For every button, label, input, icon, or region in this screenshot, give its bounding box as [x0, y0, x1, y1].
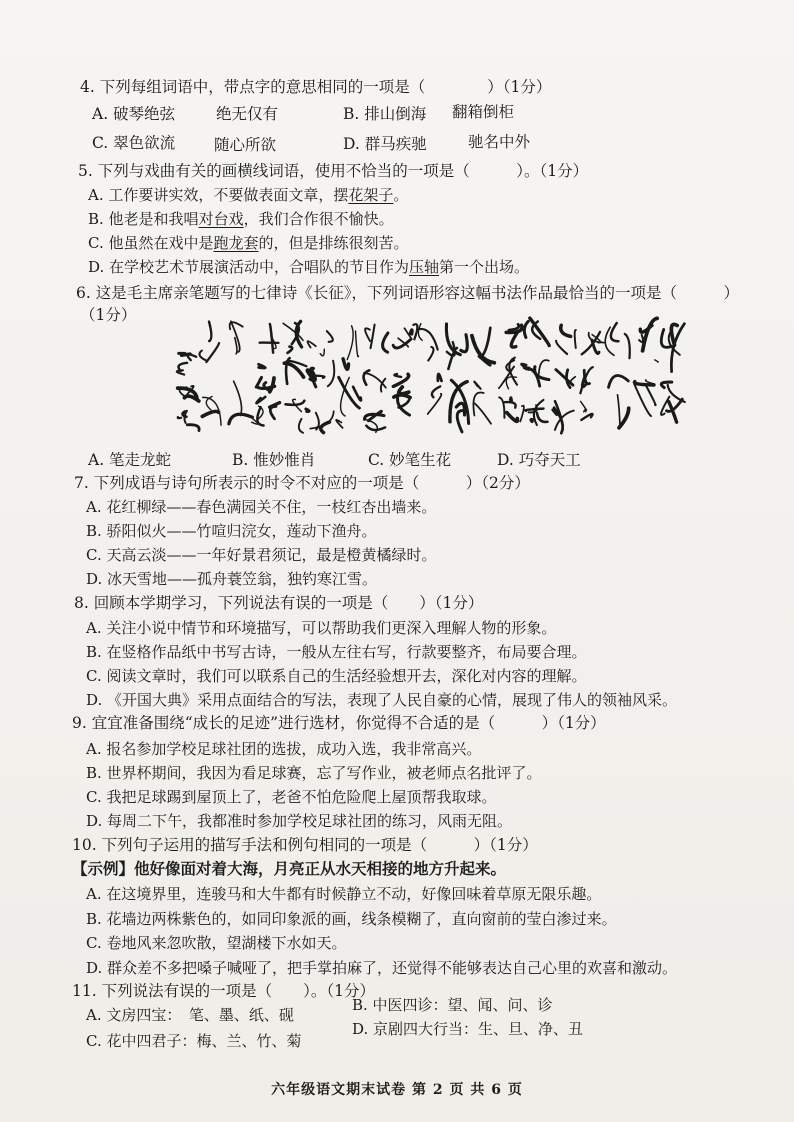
brush-stroke — [336, 420, 342, 428]
brush-stroke — [178, 417, 181, 418]
brush-stroke — [365, 328, 370, 341]
brush-stroke — [655, 360, 658, 362]
q7-option-d: D. 冰天雪地——孤舟蓑笠翁，独钓寒江雪。 — [86, 570, 378, 588]
brush-stroke — [320, 349, 324, 356]
brush-stroke — [524, 321, 528, 337]
q8-option-d: D. 《开国大典》采用点面结合的写法，表现了人民自豪的心情，展现了伟人的领袖风采。 — [86, 691, 678, 709]
q4-option-c-word2: 随心所欲 — [214, 136, 277, 154]
brush-stroke — [366, 426, 385, 430]
brush-stroke — [383, 333, 388, 352]
brush-stroke — [299, 419, 303, 433]
brush-stroke — [609, 376, 629, 388]
q9-option-c: C. 我把足球踢到屋顶上了，老爸不怕危险爬上屋顶帮我取球。 — [86, 788, 497, 806]
underlined-term: 跑龙套 — [213, 234, 259, 252]
q6-option-b: B. 惟妙惟肖 — [232, 451, 316, 469]
brush-stroke — [671, 324, 684, 372]
brush-stroke — [209, 322, 211, 342]
brush-stroke — [310, 411, 333, 428]
q7-option-a: A. 花红柳绿——春色满园关不住，一枝红杏出墙来。 — [86, 498, 437, 516]
brush-stroke — [327, 331, 333, 342]
q5-option-d: D. 在学校艺术节展演活动中，合唱队的节目作为压轴第一个出场。 — [88, 258, 530, 276]
q11-option-d: D. 京剧四大行当：生、旦、净、丑 — [352, 1020, 584, 1038]
brush-stroke — [474, 382, 480, 389]
q5-option-a: A. 工作要讲实效，不要做表面文章，摆花架子。 — [88, 186, 409, 204]
q5-option-c: C. 他虽然在戏中是跑龙套的，但是排练很刻苦。 — [88, 234, 409, 252]
brush-stroke — [187, 425, 199, 431]
q11-option-a: A. 文房四宝： 笔、墨、纸、砚 — [86, 1006, 294, 1024]
q8-option-b: B. 在竖格作品纸中书写古诗，一般从左往右写，行款要整齐，布局要合理。 — [86, 643, 587, 661]
brush-stroke — [581, 401, 587, 410]
q4-option-a-word2: 绝无仅有 — [216, 105, 279, 123]
brush-stroke — [645, 384, 655, 405]
brush-stroke — [428, 347, 433, 361]
q4-option-b: B. 排山倒海 — [343, 105, 427, 123]
brush-stroke — [259, 364, 266, 368]
q6-stem: 6. 这是毛主席亲笔题写的七律诗《长征》，下列词语形容这幅书法作品最恰当的一项是（ ） — [76, 284, 739, 302]
brush-stroke — [306, 409, 309, 411]
q6-score: （1分） — [80, 306, 137, 324]
brush-stroke — [438, 374, 442, 381]
brush-stroke — [230, 322, 243, 329]
brush-stroke — [581, 414, 592, 420]
brush-stroke — [561, 325, 571, 336]
q8-stem: 8. 回顾本学期学习，下列说法有误的一项是（ ）（1分） — [74, 594, 484, 612]
q4-option-d: D. 群马疾驰 — [343, 135, 427, 153]
brush-stroke — [343, 359, 348, 370]
q10-option-d: D. 群众差不多把嗓子喊哑了，把手掌拍麻了，还觉得不能够表达自己心里的欢喜和激动。 — [86, 959, 678, 977]
q7-option-b: B. 骄阳似火——竹喧归浣女，莲动下渔舟。 — [86, 522, 377, 540]
calligraphy-image — [160, 312, 700, 440]
brush-stroke — [611, 323, 619, 341]
brush-stroke — [394, 395, 410, 398]
underlined-term: 花架子 — [348, 186, 394, 204]
brush-stroke — [582, 332, 600, 354]
q10-option-a: A. 在这境界里，连骏马和大牛都有时候静立不动，好像回味着草原无限乐趣。 — [86, 885, 602, 903]
brush-stroke — [507, 413, 518, 422]
brush-stroke — [504, 402, 515, 408]
q10-example: 【示例】他好像面对着大海，月亮正从水天相接的地方升起来。 — [72, 859, 507, 878]
brush-stroke — [418, 324, 422, 341]
brush-stroke — [639, 335, 643, 342]
brush-stroke — [286, 401, 305, 405]
brush-stroke — [399, 387, 409, 394]
q10-option-b: B. 花墙边两株紫色的，如同印象派的画，线条模糊了，直向窗前的莹白渗过来。 — [86, 910, 617, 928]
brush-stroke — [575, 330, 576, 348]
q9-option-b: B. 世界杯期间，我因为看足球赛，忘了写作业，被老师点名批评了。 — [86, 764, 542, 782]
q7-option-c: C. 天高云淡——一年好景君须记，最是橙黄橘绿时。 — [86, 546, 437, 564]
brush-stroke — [202, 411, 218, 416]
brush-stroke — [308, 341, 316, 347]
brush-stroke — [413, 324, 417, 339]
q4-option-a: A. 破琴绝弦 — [92, 105, 176, 123]
q4-option-b-word2: 翻箱倒柜 — [452, 103, 515, 121]
q10-stem: 10. 下列句子运用的描写手法和例句相同的一项是（ ）（1分） — [72, 836, 538, 854]
q10-option-c: C. 卷地风来忽吹散，望湖楼下水如天。 — [86, 934, 347, 952]
brush-stroke — [256, 397, 265, 403]
q11-option-c: C. 花中四君子：梅、兰、竹、菊 — [86, 1032, 302, 1050]
q5-stem: 5. 下列与戏曲有关的画横线词语，使用不恰当的一项是（ ）。（1分） — [78, 162, 589, 180]
brush-stroke — [432, 386, 440, 397]
brush-stroke — [556, 341, 567, 354]
brush-stroke — [618, 395, 621, 428]
brush-stroke — [499, 397, 504, 417]
brush-stroke — [461, 335, 467, 352]
q9-option-d: D. 每周二下午，我都准时参加学校足球社团的练习，风雨无阻。 — [86, 812, 513, 830]
brush-stroke — [520, 406, 524, 422]
q6-option-c: C. 妙笔生花 — [368, 451, 452, 469]
q4-stem: 4. 下列每组词语中，带点字的意思相同的一项是（ ）（1分） — [80, 78, 552, 96]
brush-stroke — [524, 367, 530, 369]
brush-stroke — [510, 398, 511, 401]
q6-option-a: A. 笔走龙蛇 — [88, 451, 172, 469]
brush-stroke — [480, 328, 490, 358]
q8-option-a: A. 关注小说中情节和环境描写，可以帮助我们更深入理解人物的形象。 — [86, 619, 557, 637]
brush-stroke — [283, 323, 303, 340]
brush-stroke — [509, 324, 519, 330]
brush-stroke — [428, 394, 442, 414]
q4-option-d-word2: 驰名中外 — [468, 133, 531, 151]
brush-stroke — [394, 374, 401, 377]
brush-stroke — [353, 387, 361, 401]
brush-stroke — [288, 347, 293, 353]
brush-stroke — [229, 414, 253, 424]
brush-stroke — [556, 370, 573, 386]
brush-stroke — [539, 360, 549, 374]
underlined-term: 对台戏 — [198, 210, 244, 228]
underlined-term: 压轴 — [409, 258, 440, 276]
brush-stroke — [475, 403, 491, 424]
brush-stroke — [234, 381, 242, 415]
brush-stroke — [328, 361, 334, 387]
brush-stroke — [446, 324, 460, 355]
brush-stroke — [410, 330, 412, 334]
q9-option-a: A. 报名参加学校足球社团的选拔，成功入选，我非常高兴。 — [86, 740, 482, 758]
brush-stroke — [356, 331, 359, 357]
brush-stroke — [625, 334, 630, 358]
q6-option-d: D. 巧夺天工 — [497, 451, 581, 469]
q7-stem: 7. 下列成语与诗句所表示的时令不对应的一项是（ ）（2分） — [74, 474, 530, 492]
brush-stroke — [537, 413, 548, 422]
q5-option-b: B. 他老是和我唱对台戏，我们合作很不愉快。 — [88, 210, 394, 228]
brush-stroke — [270, 406, 276, 418]
brush-stroke — [199, 351, 207, 361]
brush-stroke — [256, 377, 261, 387]
q11-option-b: B. 中医四诊：望、闻、问、诊 — [352, 996, 553, 1014]
q11-stem: 11. 下列说法有误的一项是（ ）。（1分） — [72, 982, 375, 1000]
brush-stroke — [661, 382, 671, 388]
brush-stroke — [643, 318, 658, 351]
brush-stroke — [371, 325, 375, 349]
brush-stroke — [531, 420, 532, 422]
page-footer: 六年级语文期末试卷 第 2 页 共 6 页 — [271, 1082, 523, 1098]
brush-stroke — [270, 378, 274, 392]
q4-option-c: C. 翠色欲流 — [92, 134, 176, 152]
q8-option-c: C. 阅读文章时，我们可以联系自己的生活经验想开去，深化对内容的理解。 — [86, 667, 587, 685]
brush-stroke — [206, 343, 219, 362]
q9-stem: 9. 宜宜准备围绕“成长的足迹”进行选材，你觉得不合适的是（ ）（1分） — [72, 714, 606, 732]
brush-stroke — [231, 321, 240, 352]
brush-stroke — [347, 326, 353, 360]
